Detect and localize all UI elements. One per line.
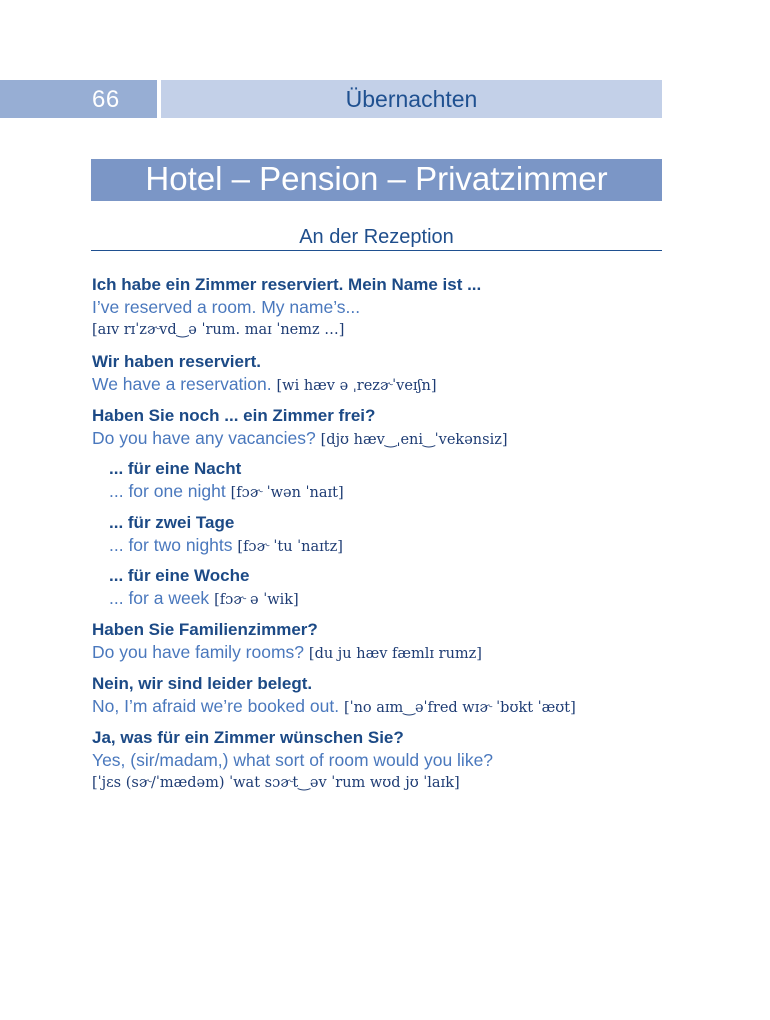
chapter-title: Hotel – Pension – Privatzimmer [145,160,608,197]
pronunciation: [du ju hæv fæmlɪ rumz] [308,646,482,662]
pronunciation: [ˈjɛs (sɚ/ˈmædəm) ˈwat sɔɚt‿əv ˈrum wʊd jʊ ˈlaɪk] [92,775,460,791]
phrase-entry [92,273,667,341]
english-line [109,587,684,612]
pronunciation: [ˈno aɪm‿əˈfred wɪɚ ˈbʊkt ˈæʊt] [343,700,576,716]
english-phrase: ... for two nights [109,535,233,555]
phrase-entry [92,404,667,452]
phrase-entry [92,618,667,666]
german-phrase: ... für eine Nacht [109,459,242,478]
english-line [109,534,684,559]
pronunciation: [fɔɚ ə ˈwik] [214,592,299,608]
german-phrase: Haben Sie noch ... ein Zimmer frei? [92,406,376,425]
english-phrase: Do you have family rooms? [92,642,305,662]
sub-heading: An der Rezeption [299,226,454,248]
phrase-entry [92,350,667,398]
english-line [92,373,667,398]
english-phrase: ... for one night [109,481,226,501]
german-phrase: Haben Sie Familienzimmer? [92,620,318,639]
german-phrase: Nein, wir sind leider belegt. [92,674,313,693]
english-phrase: I’ve reserved a room. My name’s... [92,297,361,317]
page-header [0,80,662,118]
german-phrase: Ich habe ein Zimmer reserviert. Mein Name ist ... [92,275,482,294]
pronunciation: [djʊ hæv‿ˌeni‿ˈvekənsiz] [320,432,508,448]
section-header [161,80,662,118]
phrase-entry [109,457,684,505]
pronunciation: [fɔɚ ˈwən ˈnaɪt] [230,485,344,501]
chapter-banner [91,159,662,201]
english-phrase: Do you have any vacancies? [92,428,316,448]
english-phrase: No, I’m afraid we’re booked out. [92,696,340,716]
english-line [92,641,667,666]
page-number: 66 [92,86,120,113]
phrase-entry [92,672,667,720]
page-number-box [0,80,157,118]
phrase-entry [92,726,667,794]
pronunciation: [fɔɚ ˈtu ˈnaɪtz] [237,539,343,555]
phrase-entry [109,564,684,612]
pronunciation: [aɪv rɪˈzɚvd‿ə ˈrum. maɪ ˈnemz …] [92,322,345,338]
sub-heading-rule [91,250,662,251]
english-phrase: ... for a week [109,588,210,608]
english-line [92,695,667,720]
english-phrase: We have a reservation. [92,374,272,394]
english-line [109,480,684,505]
german-phrase: ... für eine Woche [109,566,250,585]
german-phrase: ... für zwei Tage [109,513,235,532]
german-phrase: Wir haben reserviert. [92,352,261,371]
english-phrase: Yes, (sir/madam,) what sort of room would you like? [92,750,494,770]
english-line [92,427,667,452]
section-title: Übernachten [345,86,478,112]
german-phrase: Ja, was für ein Zimmer wünschen Sie? [92,728,404,747]
phrase-entry [109,511,684,559]
pronunciation: [wi hæv ə ˌrezɚˈveɪʃn] [276,378,437,394]
